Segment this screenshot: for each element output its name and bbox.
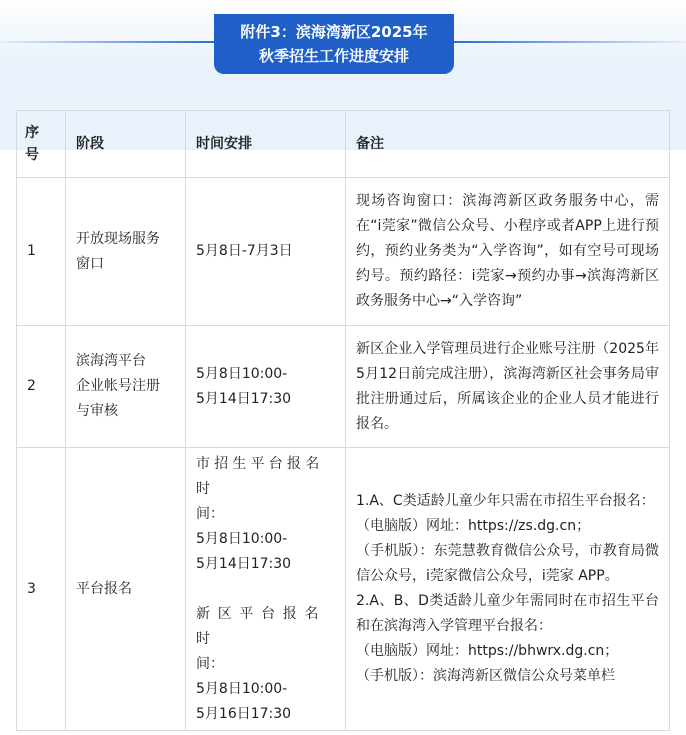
row-no: 3 xyxy=(17,448,66,731)
row-time: 5月8日-7月3日 xyxy=(186,178,346,326)
header-no: 序 号 xyxy=(17,111,66,178)
row-note: 现场咨询窗口：滨海湾新区政务服务中心，需在“i莞家”微信公众号、小程序或者APP上进行预约，预约业务类为“入学咨询”，如有空号可现场约号。预约路径：i莞家→预约办事→滨海湾新区政务服务中心→“入学咨询” xyxy=(346,178,670,326)
row-no: 2 xyxy=(17,326,66,448)
row-no: 1 xyxy=(17,178,66,326)
page-title-line2: 秋季招生工作进度安排 xyxy=(258,47,409,65)
schedule-table xyxy=(16,110,670,731)
table-row xyxy=(17,448,670,731)
row-stage: 滨海湾平台 企业帐号注册 与审核 xyxy=(66,326,186,448)
header-note: 备注 xyxy=(346,111,670,178)
table-header-row xyxy=(17,111,670,178)
row-time: 市招生平台报名时 间： 5月8日10:00- 5月14日17:30 新区平台报名时 间： 5月8日10:00- 5月16日17:30 xyxy=(186,448,346,731)
page-title xyxy=(214,14,454,74)
title-rule-left xyxy=(0,41,214,43)
row-stage: 平台报名 xyxy=(66,448,186,731)
row-note: 1.A、C类适龄儿童少年只需在市招生平台报名： （电脑版）网址：https://zs.dg.cn； （手机版）：东莞慧教育微信公众号，市教育局微信公众号，i莞家微信公众号，i莞家 APP。 2.A、B、D类适龄儿童少年需同时在市招生平台和在滨海湾入学管理平台报名： （电脑版）网址：https://bhwrx.dg.cn； （手机版）：滨海湾新区微信公众号菜单栏 xyxy=(346,448,670,731)
row-stage: 开放现场服务 窗口 xyxy=(66,178,186,326)
page-title-line1: 附件3：滨海湾新区2025年 xyxy=(240,23,428,41)
row-time: 5月8日10:00- 5月14日17:30 xyxy=(186,326,346,448)
row-note: 新区企业入学管理员进行企业账号注册（2025年5月12日前完成注册），滨海湾新区社会事务局审批注册通过后，所属该企业的企业人员才能进行报名。 xyxy=(346,326,670,448)
table-row xyxy=(17,326,670,448)
header-stage: 阶段 xyxy=(66,111,186,178)
table-row xyxy=(17,178,670,326)
title-rule-right xyxy=(454,41,686,43)
header-time: 时间安排 xyxy=(186,111,346,178)
